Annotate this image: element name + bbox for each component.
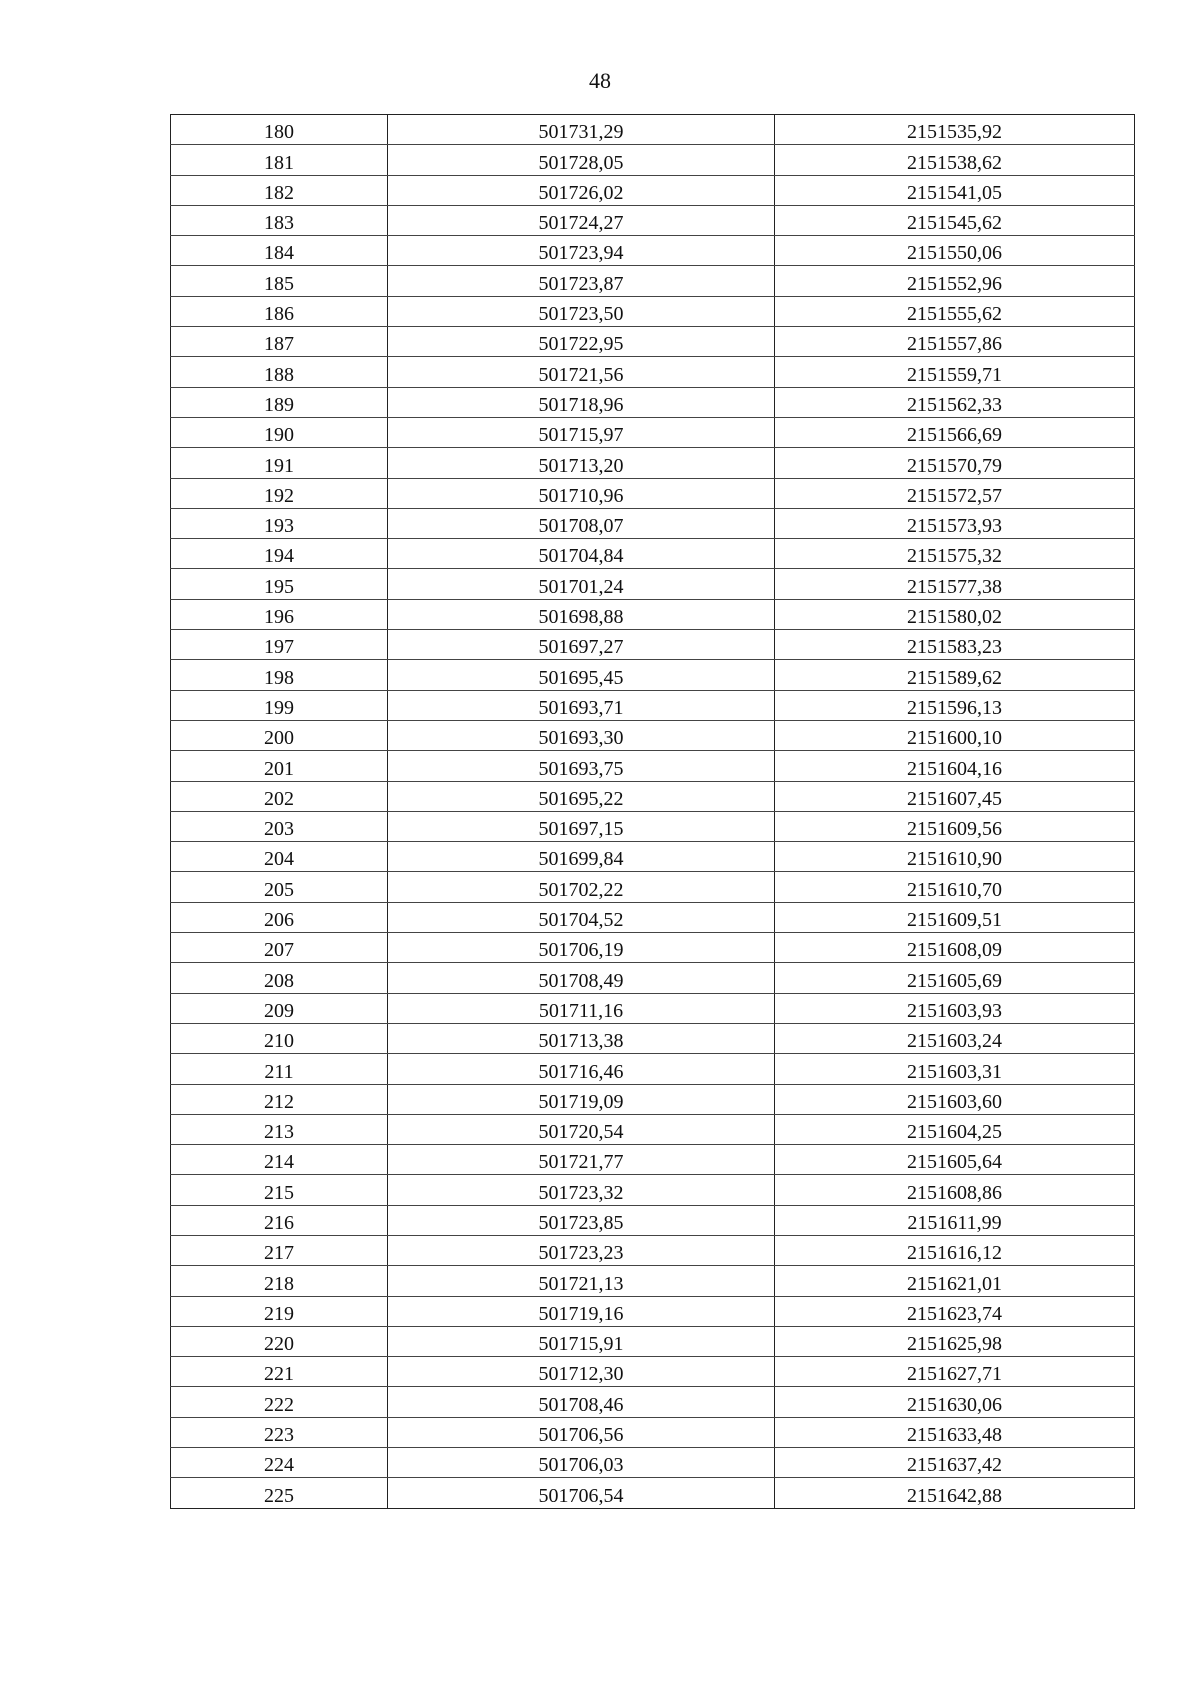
y-coordinate-cell: 2151596,13 <box>775 690 1135 720</box>
x-coordinate-cell: 501704,52 <box>388 902 775 932</box>
table-row <box>171 781 1135 811</box>
x-coordinate-cell: 501719,09 <box>388 1084 775 1114</box>
y-coordinate-cell: 2151625,98 <box>775 1326 1135 1356</box>
table-row <box>171 842 1135 872</box>
point-number-cell: 222 <box>171 1387 388 1417</box>
x-coordinate-cell: 501706,19 <box>388 933 775 963</box>
table-row <box>171 1266 1135 1296</box>
point-number-cell: 181 <box>171 145 388 175</box>
x-coordinate-cell: 501723,87 <box>388 266 775 296</box>
point-number-cell: 224 <box>171 1448 388 1478</box>
point-number-cell: 193 <box>171 508 388 538</box>
x-coordinate-cell: 501723,32 <box>388 1175 775 1205</box>
x-coordinate-cell: 501722,95 <box>388 327 775 357</box>
table-row <box>171 387 1135 417</box>
table-row <box>171 1145 1135 1175</box>
x-coordinate-cell: 501693,30 <box>388 720 775 750</box>
table-row <box>171 236 1135 266</box>
x-coordinate-cell: 501711,16 <box>388 993 775 1023</box>
point-number-cell: 180 <box>171 115 388 145</box>
y-coordinate-cell: 2151630,06 <box>775 1387 1135 1417</box>
table-row <box>171 933 1135 963</box>
point-number-cell: 207 <box>171 933 388 963</box>
x-coordinate-cell: 501713,38 <box>388 1023 775 1053</box>
y-coordinate-cell: 2151572,57 <box>775 478 1135 508</box>
x-coordinate-cell: 501713,20 <box>388 448 775 478</box>
point-number-cell: 216 <box>171 1205 388 1235</box>
x-coordinate-cell: 501728,05 <box>388 145 775 175</box>
x-coordinate-cell: 501697,15 <box>388 811 775 841</box>
table-row <box>171 630 1135 660</box>
table-row <box>171 175 1135 205</box>
point-number-cell: 217 <box>171 1235 388 1265</box>
table-row <box>171 1478 1135 1508</box>
y-coordinate-cell: 2151609,51 <box>775 902 1135 932</box>
table-row <box>171 327 1135 357</box>
point-number-cell: 187 <box>171 327 388 357</box>
point-number-cell: 199 <box>171 690 388 720</box>
y-coordinate-cell: 2151604,16 <box>775 751 1135 781</box>
x-coordinate-cell: 501706,54 <box>388 1478 775 1508</box>
point-number-cell: 223 <box>171 1417 388 1447</box>
x-coordinate-cell: 501693,71 <box>388 690 775 720</box>
point-number-cell: 211 <box>171 1054 388 1084</box>
point-number-cell: 209 <box>171 993 388 1023</box>
point-number-cell: 194 <box>171 539 388 569</box>
x-coordinate-cell: 501726,02 <box>388 175 775 205</box>
table-row <box>171 448 1135 478</box>
y-coordinate-cell: 2151603,24 <box>775 1023 1135 1053</box>
table-row <box>171 690 1135 720</box>
y-coordinate-cell: 2151605,69 <box>775 963 1135 993</box>
x-coordinate-cell: 501723,50 <box>388 296 775 326</box>
point-number-cell: 183 <box>171 205 388 235</box>
x-coordinate-cell: 501724,27 <box>388 205 775 235</box>
coordinates-table <box>170 114 1135 1509</box>
y-coordinate-cell: 2151623,74 <box>775 1296 1135 1326</box>
y-coordinate-cell: 2151605,64 <box>775 1145 1135 1175</box>
point-number-cell: 214 <box>171 1145 388 1175</box>
x-coordinate-cell: 501702,22 <box>388 872 775 902</box>
point-number-cell: 191 <box>171 448 388 478</box>
x-coordinate-cell: 501695,45 <box>388 660 775 690</box>
point-number-cell: 198 <box>171 660 388 690</box>
table-row <box>171 145 1135 175</box>
point-number-cell: 192 <box>171 478 388 508</box>
point-number-cell: 212 <box>171 1084 388 1114</box>
table-row <box>171 296 1135 326</box>
x-coordinate-cell: 501721,13 <box>388 1266 775 1296</box>
x-coordinate-cell: 501706,56 <box>388 1417 775 1447</box>
coordinates-table-body <box>171 115 1135 1509</box>
table-row <box>171 1357 1135 1387</box>
table-row <box>171 1175 1135 1205</box>
table-row <box>171 1084 1135 1114</box>
point-number-cell: 210 <box>171 1023 388 1053</box>
x-coordinate-cell: 501720,54 <box>388 1114 775 1144</box>
y-coordinate-cell: 2151562,33 <box>775 387 1135 417</box>
y-coordinate-cell: 2151559,71 <box>775 357 1135 387</box>
x-coordinate-cell: 501708,07 <box>388 508 775 538</box>
y-coordinate-cell: 2151604,25 <box>775 1114 1135 1144</box>
table-row <box>171 811 1135 841</box>
table-row <box>171 720 1135 750</box>
y-coordinate-cell: 2151555,62 <box>775 296 1135 326</box>
point-number-cell: 208 <box>171 963 388 993</box>
y-coordinate-cell: 2151545,62 <box>775 205 1135 235</box>
y-coordinate-cell: 2151552,96 <box>775 266 1135 296</box>
y-coordinate-cell: 2151538,62 <box>775 145 1135 175</box>
y-coordinate-cell: 2151566,69 <box>775 417 1135 447</box>
y-coordinate-cell: 2151583,23 <box>775 630 1135 660</box>
point-number-cell: 184 <box>171 236 388 266</box>
x-coordinate-cell: 501708,46 <box>388 1387 775 1417</box>
page-number: 48 <box>589 68 611 93</box>
point-number-cell: 186 <box>171 296 388 326</box>
table-row <box>171 1114 1135 1144</box>
point-number-cell: 182 <box>171 175 388 205</box>
table-row <box>171 1205 1135 1235</box>
y-coordinate-cell: 2151637,42 <box>775 1448 1135 1478</box>
point-number-cell: 185 <box>171 266 388 296</box>
point-number-cell: 203 <box>171 811 388 841</box>
table-row <box>171 569 1135 599</box>
y-coordinate-cell: 2151608,86 <box>775 1175 1135 1205</box>
point-number-cell: 220 <box>171 1326 388 1356</box>
point-number-cell: 215 <box>171 1175 388 1205</box>
point-number-cell: 200 <box>171 720 388 750</box>
table-row <box>171 1326 1135 1356</box>
table-row <box>171 357 1135 387</box>
point-number-cell: 221 <box>171 1357 388 1387</box>
y-coordinate-cell: 2151607,45 <box>775 781 1135 811</box>
point-number-cell: 218 <box>171 1266 388 1296</box>
y-coordinate-cell: 2151603,31 <box>775 1054 1135 1084</box>
table-row <box>171 478 1135 508</box>
table-row <box>171 599 1135 629</box>
x-coordinate-cell: 501716,46 <box>388 1054 775 1084</box>
x-coordinate-cell: 501723,23 <box>388 1235 775 1265</box>
x-coordinate-cell: 501715,91 <box>388 1326 775 1356</box>
table-row <box>171 539 1135 569</box>
y-coordinate-cell: 2151550,06 <box>775 236 1135 266</box>
y-coordinate-cell: 2151609,56 <box>775 811 1135 841</box>
point-number-cell: 189 <box>171 387 388 417</box>
point-number-cell: 205 <box>171 872 388 902</box>
table-row <box>171 266 1135 296</box>
table-row <box>171 993 1135 1023</box>
y-coordinate-cell: 2151616,12 <box>775 1235 1135 1265</box>
table-row <box>171 1235 1135 1265</box>
table-row <box>171 872 1135 902</box>
y-coordinate-cell: 2151627,71 <box>775 1357 1135 1387</box>
x-coordinate-cell: 501695,22 <box>388 781 775 811</box>
y-coordinate-cell: 2151580,02 <box>775 599 1135 629</box>
point-number-cell: 188 <box>171 357 388 387</box>
table-row <box>171 508 1135 538</box>
y-coordinate-cell: 2151642,88 <box>775 1478 1135 1508</box>
point-number-cell: 206 <box>171 902 388 932</box>
table-row <box>171 1023 1135 1053</box>
y-coordinate-cell: 2151535,92 <box>775 115 1135 145</box>
table-row <box>171 660 1135 690</box>
table-row <box>171 1387 1135 1417</box>
x-coordinate-cell: 501710,96 <box>388 478 775 508</box>
y-coordinate-cell: 2151589,62 <box>775 660 1135 690</box>
y-coordinate-cell: 2151610,90 <box>775 842 1135 872</box>
x-coordinate-cell: 501706,03 <box>388 1448 775 1478</box>
table-row <box>171 963 1135 993</box>
y-coordinate-cell: 2151575,32 <box>775 539 1135 569</box>
x-coordinate-cell: 501699,84 <box>388 842 775 872</box>
x-coordinate-cell: 501723,94 <box>388 236 775 266</box>
x-coordinate-cell: 501708,49 <box>388 963 775 993</box>
table-row <box>171 1296 1135 1326</box>
y-coordinate-cell: 2151633,48 <box>775 1417 1135 1447</box>
point-number-cell: 201 <box>171 751 388 781</box>
table-row <box>171 751 1135 781</box>
x-coordinate-cell: 501697,27 <box>388 630 775 660</box>
y-coordinate-cell: 2151603,60 <box>775 1084 1135 1114</box>
point-number-cell: 190 <box>171 417 388 447</box>
x-coordinate-cell: 501698,88 <box>388 599 775 629</box>
y-coordinate-cell: 2151611,99 <box>775 1205 1135 1235</box>
y-coordinate-cell: 2151573,93 <box>775 508 1135 538</box>
y-coordinate-cell: 2151603,93 <box>775 993 1135 1023</box>
y-coordinate-cell: 2151577,38 <box>775 569 1135 599</box>
table-row <box>171 1417 1135 1447</box>
x-coordinate-cell: 501719,16 <box>388 1296 775 1326</box>
point-number-cell: 197 <box>171 630 388 660</box>
y-coordinate-cell: 2151570,79 <box>775 448 1135 478</box>
y-coordinate-cell: 2151610,70 <box>775 872 1135 902</box>
point-number-cell: 219 <box>171 1296 388 1326</box>
table-row <box>171 1054 1135 1084</box>
x-coordinate-cell: 501704,84 <box>388 539 775 569</box>
point-number-cell: 204 <box>171 842 388 872</box>
x-coordinate-cell: 501731,29 <box>388 115 775 145</box>
point-number-cell: 196 <box>171 599 388 629</box>
x-coordinate-cell: 501721,77 <box>388 1145 775 1175</box>
x-coordinate-cell: 501715,97 <box>388 417 775 447</box>
table-row <box>171 205 1135 235</box>
point-number-cell: 202 <box>171 781 388 811</box>
table-row <box>171 902 1135 932</box>
x-coordinate-cell: 501718,96 <box>388 387 775 417</box>
x-coordinate-cell: 501712,30 <box>388 1357 775 1387</box>
y-coordinate-cell: 2151608,09 <box>775 933 1135 963</box>
y-coordinate-cell: 2151557,86 <box>775 327 1135 357</box>
table-row <box>171 115 1135 145</box>
point-number-cell: 213 <box>171 1114 388 1144</box>
y-coordinate-cell: 2151600,10 <box>775 720 1135 750</box>
y-coordinate-cell: 2151541,05 <box>775 175 1135 205</box>
y-coordinate-cell: 2151621,01 <box>775 1266 1135 1296</box>
x-coordinate-cell: 501701,24 <box>388 569 775 599</box>
table-row <box>171 417 1135 447</box>
point-number-cell: 195 <box>171 569 388 599</box>
point-number-cell: 225 <box>171 1478 388 1508</box>
table-row <box>171 1448 1135 1478</box>
x-coordinate-cell: 501693,75 <box>388 751 775 781</box>
x-coordinate-cell: 501723,85 <box>388 1205 775 1235</box>
x-coordinate-cell: 501721,56 <box>388 357 775 387</box>
